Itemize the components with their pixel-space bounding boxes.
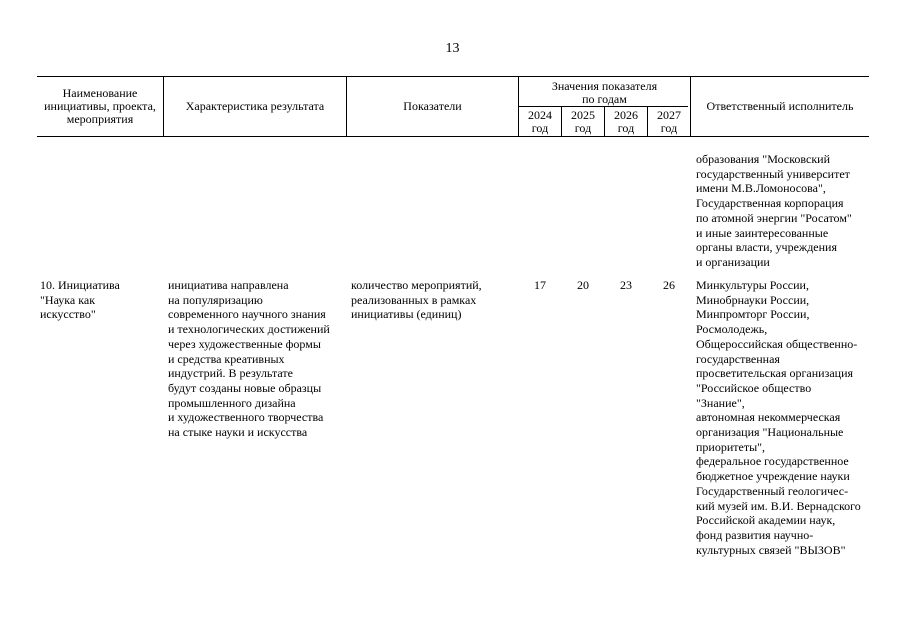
header-values-column: Значения показателя по годам <box>551 79 658 106</box>
years-divider-rule <box>518 106 688 107</box>
header-year-2026: 2026 год <box>614 108 638 135</box>
header-indicators-column: Показатели <box>403 99 462 113</box>
value-2024: 17 <box>534 278 546 292</box>
continuation-responsible-text: образования "Московский государственный университет имени М.В.Ломоносова", Государственная корпорация по атомной энергии "Росатом" и иные заинтересованные органы власти, учреждения и организации <box>696 152 852 269</box>
value-2026: 23 <box>620 278 632 292</box>
header-year-2024: 2024 год <box>528 108 552 135</box>
header-name-column: Наименование инициативы, проекта, мероприятия <box>44 86 156 126</box>
value-2027: 26 <box>663 278 675 292</box>
row-result-description: инициатива направлена на популяризацию современного научного знания и технологических достижений через художественные формы и средства креативных индустрий. В результате будут созданы новые образцы промышленного дизайна и художественного творчества на стыке науки и искусства <box>168 278 330 440</box>
table-top-rule <box>37 76 869 77</box>
row-initiative-name: 10. Инициатива "Наука как искусство" <box>40 278 120 322</box>
header-result-column: Характеристика результата <box>185 99 325 113</box>
page-number: 13 <box>445 41 460 56</box>
header-year-2025: 2025 год <box>571 108 595 135</box>
header-year-2027: 2027 год <box>657 108 681 135</box>
value-2025: 20 <box>577 278 589 292</box>
header-responsible-column: Ответственный исполнитель <box>706 99 854 113</box>
table-header-bottom-rule <box>37 136 869 137</box>
row-indicators: количество мероприятий, реализованных в рамках инициативы (единиц) <box>351 278 482 322</box>
row-responsible: Минкультуры России, Минобрнауки России, Минпромторг России, Росмолодежь, Общероссийская общественно- государственная просветительская организация "Российское общество "Знание", автономная некоммерческая организация "Национальные приоритеты", федеральное государственное бюджетное учреждение науки Государственный геологичес- кий музей им. В.И. Вернадского Российской академии наук, фонд развития научно- культурных связей "ВЫЗОВ" <box>696 278 861 557</box>
